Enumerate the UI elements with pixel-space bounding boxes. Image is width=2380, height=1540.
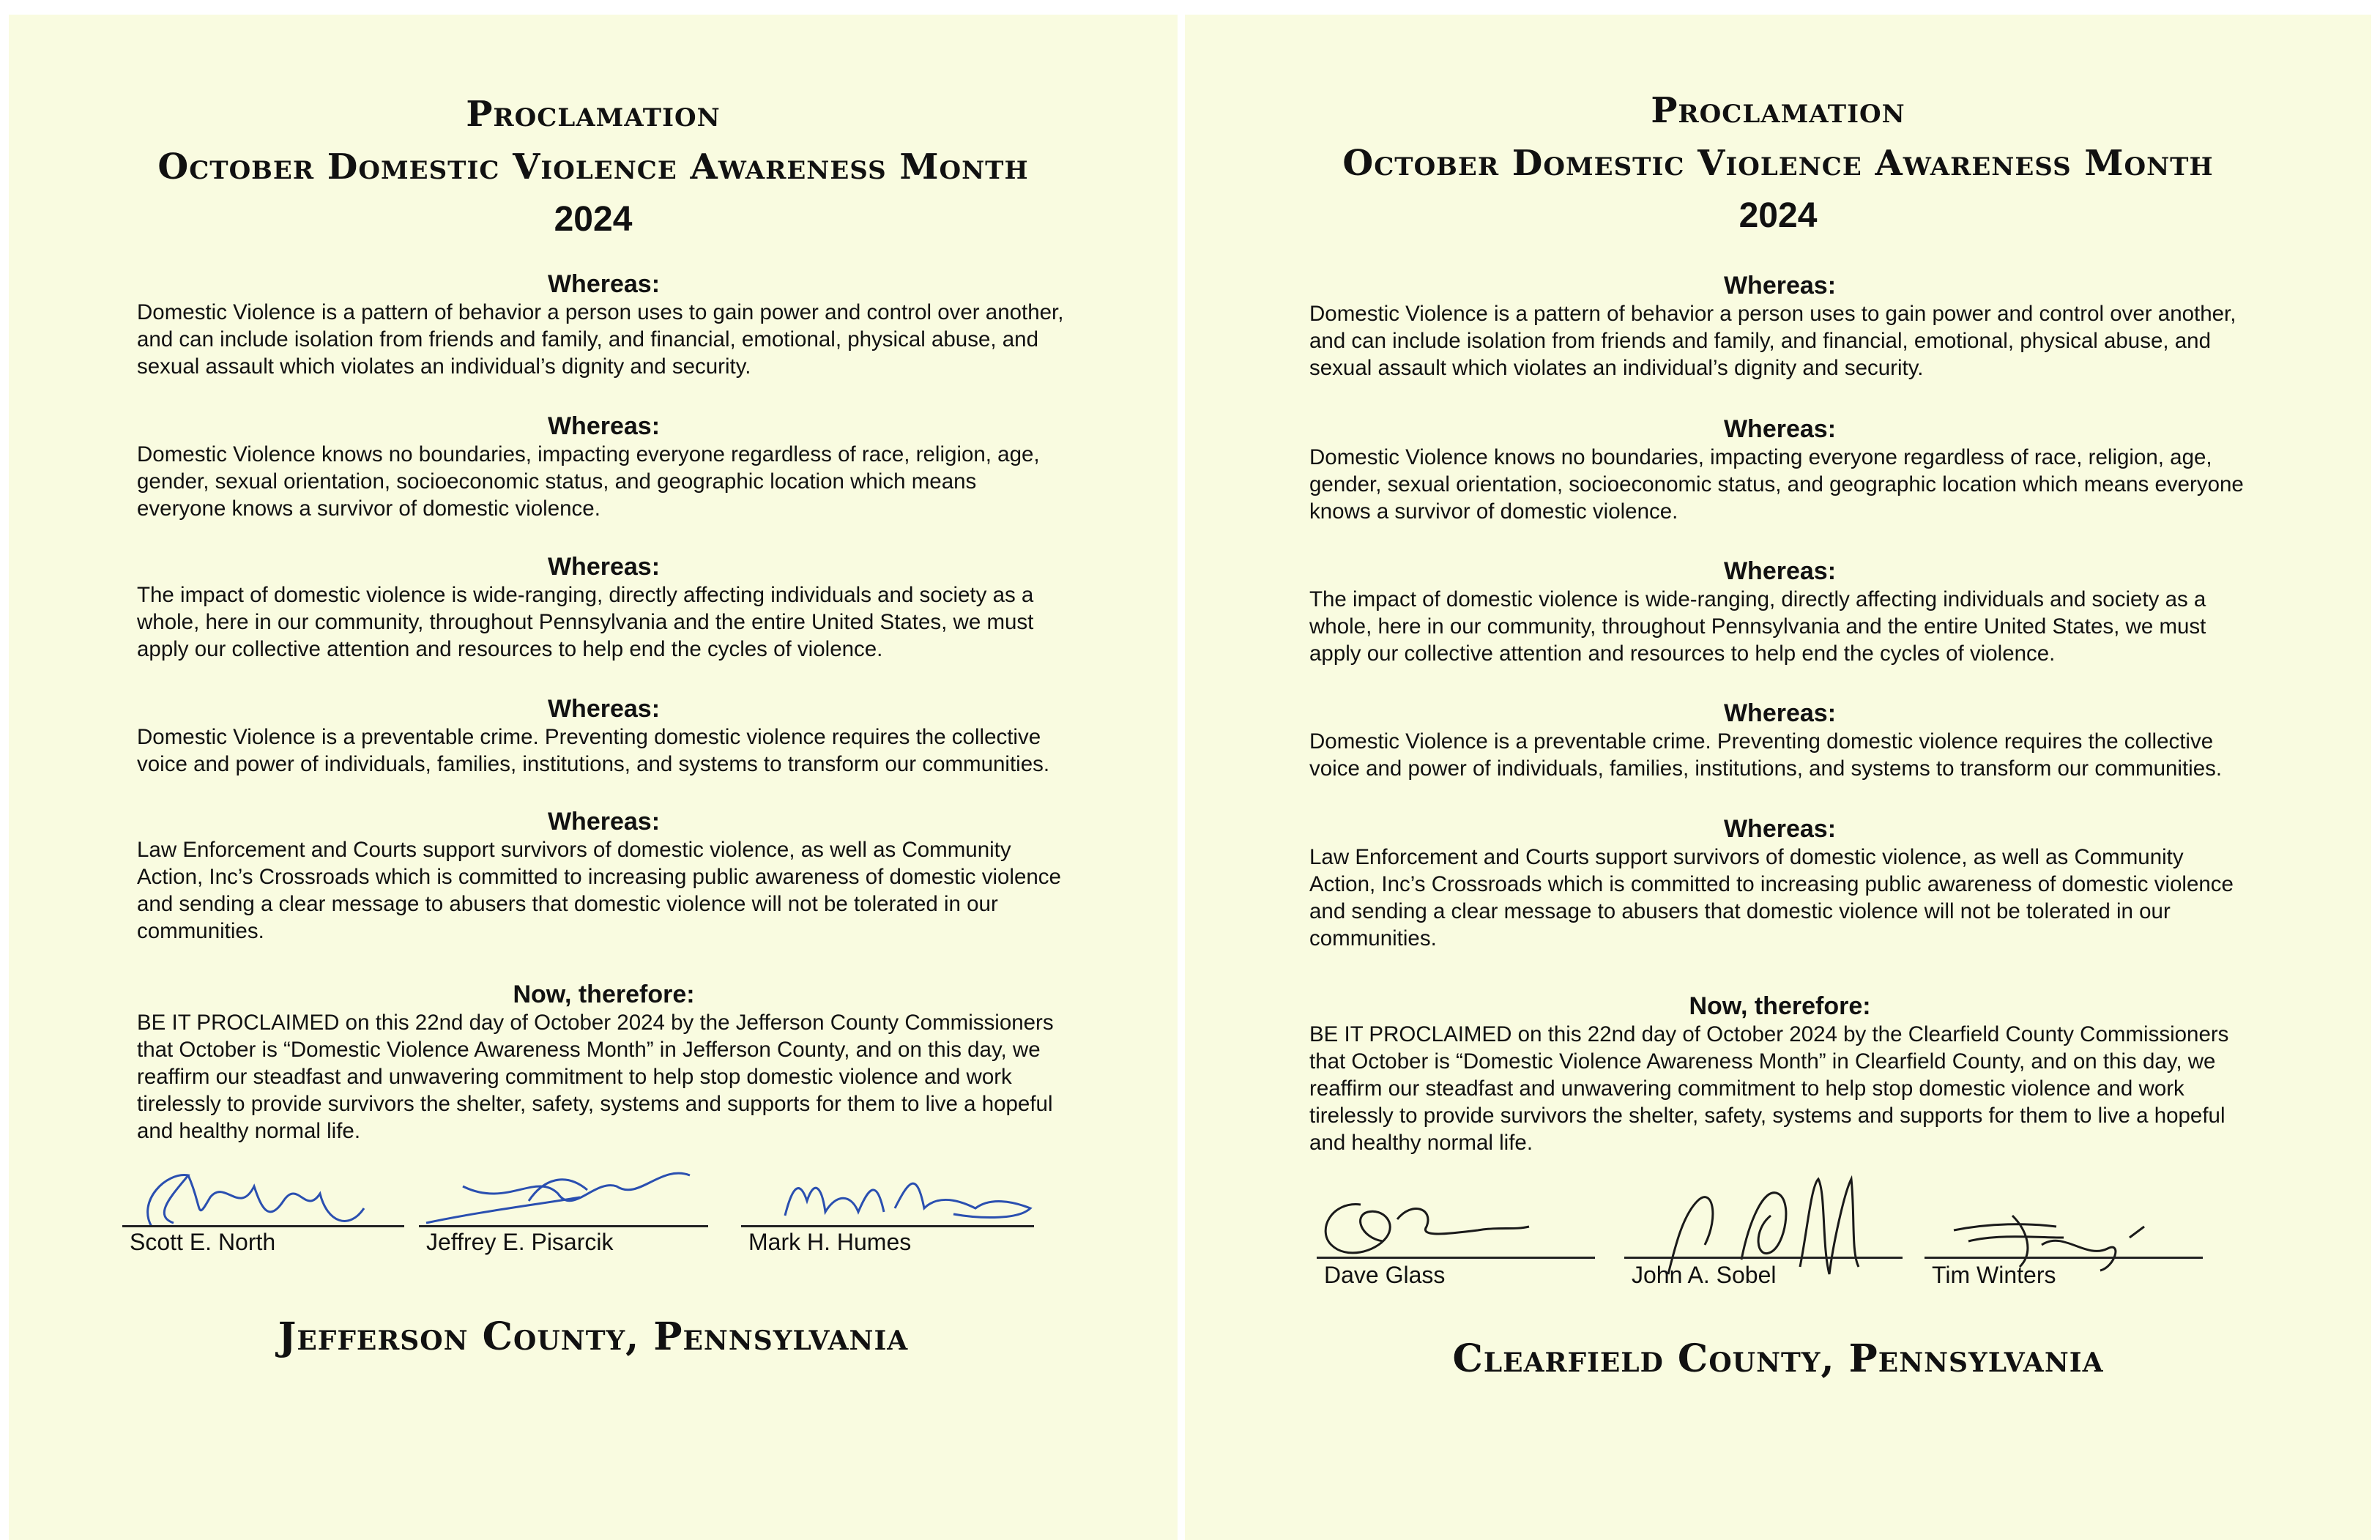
whereas-section-5: [137, 807, 1071, 945]
document-year: 2024: [1738, 196, 1818, 235]
section-text: The impact of domestic violence is wide-ranging, directly affecting individuals and society as a whole, here in our community, throughout Pennsylvania and the entire United States, we must apply our collective attention and resources to help end the cycles of violence.: [1309, 587, 2206, 666]
whereas-section-2: [137, 412, 1071, 522]
section-text: Domestic Violence is a pattern of behavior a person uses to gain power and control over another, and can include isolation from friends and family, and financial, emotional, physical abuse, and sexual assault which violates an individual’s dignity and security.: [1309, 302, 2236, 380]
county-footer: Clearfield County, Pennsylvania: [1452, 1336, 2104, 1381]
document-year: 2024: [554, 200, 633, 239]
whereas-section-2: [1309, 414, 2250, 525]
signature-line: [1624, 1257, 1903, 1259]
proclamation-header: [9, 88, 1178, 246]
section-text: Domestic Violence knows no boundaries, impacting everyone regardless of race, religion, age, gender, sexual orientation, socioeconomic status, and geographic location which means everyone knows a survivor of domestic violence.: [137, 442, 1040, 521]
signature-block-1: [1317, 1186, 1595, 1289]
whereas-section-3: [137, 552, 1071, 663]
document-subtitle: October Domestic Violence Awareness Month: [157, 146, 1029, 187]
proclamation-header: [1185, 84, 2371, 242]
now-therefore-section: [137, 980, 1071, 1145]
signature-block-3: [741, 1157, 1034, 1255]
section-text: The impact of domestic violence is wide-ranging, directly affecting individuals and society as a whole, here in our community, throughout Pennsylvania and the entire United States, we must apply our collective attention and resources to help end the cycles of violence.: [137, 583, 1034, 661]
section-heading: Now, therefore:: [1689, 992, 1871, 1020]
signature-block-2: [1624, 1186, 1903, 1289]
document-title: Proclamation: [466, 94, 721, 135]
signature-line: [122, 1225, 404, 1227]
section-text: Domestic Violence is a preventable crime. Preventing domestic violence requires the collective voice and power of individuals, families, institutions, and systems to transform our communities.: [1309, 729, 2223, 781]
section-text: Domestic Violence is a pattern of behavior a person uses to gain power and control over another, and can include isolation from friends and family, and financial, emotional, physical abuse, and sexual assault which violates an individual’s dignity and security.: [137, 300, 1064, 379]
whereas-section-4: [137, 694, 1071, 778]
proclamation-clearfield: [1185, 15, 2371, 1540]
whereas-section-5: [1309, 814, 2250, 952]
section-heading: Whereas:: [547, 412, 661, 440]
proclamation-jefferson: [9, 15, 1178, 1540]
whereas-section-1: [137, 269, 1071, 380]
section-heading: Whereas:: [1723, 272, 1837, 300]
whereas-section-3: [1309, 557, 2250, 667]
now-therefore-section: [1309, 992, 2250, 1156]
document-title: Proclamation: [1651, 90, 1905, 131]
section-text: Domestic Violence knows no boundaries, impacting everyone regardless of race, religion, age, gender, sexual orientation, socioeconomic status, and geographic location which means everyone knows a survivor of domestic violence.: [1309, 445, 2244, 524]
section-heading: Now, therefore:: [513, 981, 695, 1008]
section-text: Law Enforcement and Courts support survivors of domestic violence, as well as Community Action, Inc’s Crossroads which is committed to increasing public awareness of domestic violence and sending a clear message to abusers that domestic violence will not be tolerated in our communities.: [137, 838, 1061, 943]
section-text: BE IT PROCLAIMED on this 22nd day of October 2024 by the Jefferson County Commissioners that October is “Domestic Violence Awareness Month” in Jefferson County, and on this day, we reaffirm our steadfast and unwavering commitment to help stop domestic violence and work tirelessly to provide survivors the shelter, safety, systems and supports for them to live a hopeful and healthy normal life.: [137, 1011, 1054, 1143]
document-subtitle: October Domestic Violence Awareness Month: [1342, 143, 2214, 184]
section-heading: Whereas:: [1723, 699, 1837, 727]
section-heading: Whereas:: [1723, 557, 1837, 585]
signature-line: [741, 1225, 1034, 1227]
section-heading: Whereas:: [547, 808, 661, 836]
section-heading: Whereas:: [547, 695, 661, 723]
section-heading: Whereas:: [1723, 815, 1837, 843]
section-text: Law Enforcement and Courts support survivors of domestic violence, as well as Community Action, Inc’s Crossroads which is committed to increasing public awareness of domestic violence and sending a clear message to abusers that domestic violence will not be tolerated in our communities.: [1309, 845, 2234, 951]
signatory-name: Tim Winters: [1932, 1262, 2056, 1288]
signature-line: [419, 1225, 708, 1227]
signatory-name: Scott E. North: [130, 1229, 276, 1255]
whereas-section-1: [1309, 271, 2250, 382]
signatory-name: Dave Glass: [1324, 1262, 1446, 1288]
signature-line: [1317, 1257, 1595, 1259]
section-text: BE IT PROCLAIMED on this 22nd day of October 2024 by the Clearfield County Commissioners that October is “Domestic Violence Awareness Month” in Clearfield County, and on this day, we reaffirm our steadfast and unwavering commitment to help stop domestic violence and work tirelessly to provide survivors the shelter, safety, systems and supports for them to live a hopeful and healthy normal life.: [1309, 1022, 2229, 1155]
section-heading: Whereas:: [1723, 415, 1837, 443]
county-footer: Jefferson County, Pennsylvania: [278, 1314, 909, 1359]
whereas-section-4: [1309, 699, 2250, 782]
signatory-name: Jeffrey E. Pisarcik: [426, 1229, 614, 1255]
signatory-name: John A. Sobel: [1632, 1262, 1777, 1288]
section-text: Domestic Violence is a preventable crime. Preventing domestic violence requires the collective voice and power of individuals, families, institutions, and systems to transform our communities.: [137, 725, 1050, 776]
signature-block-3: [1925, 1186, 2203, 1289]
handwritten-signature: [1317, 1186, 1536, 1267]
signature-block-1: [122, 1157, 404, 1255]
signature-block-2: [419, 1157, 708, 1255]
signature-line: [1925, 1257, 2203, 1259]
section-heading: Whereas:: [547, 270, 661, 298]
section-heading: Whereas:: [547, 553, 661, 581]
signatory-name: Mark H. Humes: [748, 1229, 912, 1255]
